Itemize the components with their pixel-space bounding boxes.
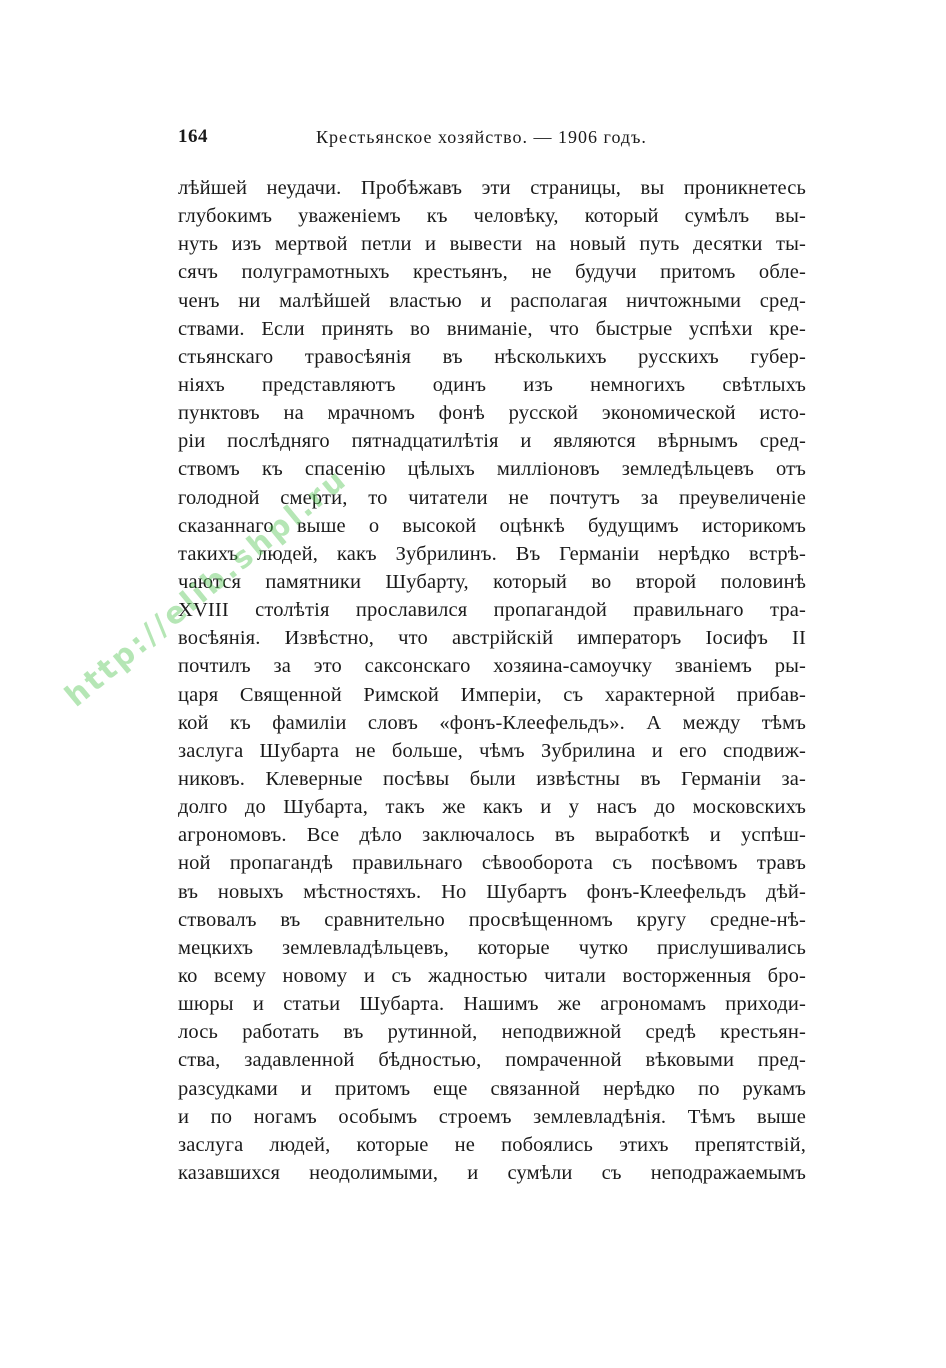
running-title: Крестьянское хозяйство. — 1906 годъ. <box>316 127 647 147</box>
text-line: агрономовъ. Все дѣло заключалось въ выработкѣ и успѣш- <box>178 824 806 847</box>
text-line: сячъ полуграмотныхъ крестьянъ, не будучи притомъ обле- <box>178 261 806 284</box>
text-line: стьянскаго травосѣянія въ нѣсколькихъ русскихъ губер- <box>178 345 806 368</box>
text-line: въ новыхъ мѣстностяхъ. Но Шубартъ фонъ-Клеефельдъ дѣй- <box>178 880 806 903</box>
text-line: долго до Шубарта, такъ же какъ и у насъ до московскихъ <box>178 796 806 819</box>
text-line: царя Священной Римской Имперіи, съ характерной прибав- <box>178 683 806 706</box>
text-line: ченъ ни малѣйшей властью и располагая ничтожными сред- <box>178 289 806 312</box>
text-line: ства, задавленной бѣдностью, помраченной вѣковыми пред- <box>178 1049 806 1072</box>
text-line: ствовалъ въ сравнительно просвѣщенномъ кругу средне-нѣ- <box>178 908 806 931</box>
text-line: глубокимъ уваженіемъ къ человѣку, который сумѣлъ вы- <box>178 205 806 228</box>
text-line: ніяхъ представляютъ одинъ изъ немногихъ свѣтлыхъ <box>178 373 806 396</box>
text-line: голодной смерти, то читатели не почтутъ за преувеличеніе <box>178 486 806 509</box>
text-line: чаются памятники Шубарту, который во второй половинѣ <box>178 570 806 593</box>
text-line: шюры и статьи Шубарта. Нашимъ же агрономамъ приходи- <box>178 993 806 1016</box>
page-header <box>178 126 806 152</box>
text-line: ко всему новому и съ жадностью читали восторженныя бро- <box>178 964 806 987</box>
text-line: заслуга людей, которые не побоялись этихъ препятствій, <box>178 1133 806 1156</box>
text-line: восѣянія. Извѣстно, что австрійскій императоръ Іосифъ II <box>178 627 806 650</box>
text-line: XVIII столѣтія прославился пропагандой правильнаго тра- <box>178 599 806 622</box>
text-line: кой къ фамиліи словъ «фонъ-Клеефельдъ». А между тѣмъ <box>178 711 806 734</box>
text-line: ріи послѣдняго пятнадцатилѣтія и являются вѣрнымъ сред- <box>178 430 806 453</box>
text-line: мецкихъ землевладѣльцевъ, которые чутко прислушивались <box>178 936 806 959</box>
text-line: лѣйшей неудачи. Пробѣжавъ эти страницы, вы проникнетесь <box>178 177 806 199</box>
text-line: заслуга Шубарта не больше, чѣмъ Зубрилина и его сподвиж- <box>178 739 806 762</box>
watermark-text: http://elib.shpl.ru <box>58 461 355 715</box>
text-line: ствами. Если принять во вниманіе, что быстрые успѣхи кре- <box>178 317 806 340</box>
text-line: пунктовъ на мрачномъ фонѣ русской экономической исто- <box>178 402 806 425</box>
text-line: и по ногамъ особымъ строемъ землевладѣнія. Тѣмъ выше <box>178 1105 806 1128</box>
text-line: разсудками и притомъ еще связанной нерѣдко по рукамъ <box>178 1077 806 1100</box>
text-line: нуть изъ мертвой петли и вывести на новый путь десятки ты- <box>178 233 806 256</box>
body-text <box>178 174 806 1187</box>
text-line: почтилъ за это саксонскаго хозяина-самоучку званіемъ ры- <box>178 655 806 678</box>
text-line: казавшихся неодолимыми, и сумѣли съ неподражаемымъ <box>178 1161 806 1184</box>
text-line: ной пропагандѣ правильнаго сѣвооборота съ посѣвомъ травъ <box>178 852 806 875</box>
text-line: такихъ людей, какъ Зубрилинъ. Въ Германіи нерѣдко встрѣ- <box>178 542 806 565</box>
text-line: ствомъ къ спасенію цѣлыхъ милліоновъ земледѣльцевъ отъ <box>178 458 806 481</box>
text-line: лось работать въ рутинной, неподвижной средѣ крестьян- <box>178 1021 806 1044</box>
page-number: 164 <box>178 126 208 147</box>
text-line: никовъ. Клеверные посѣвы были извѣстны въ Германіи за- <box>178 767 806 790</box>
text-line: сказаннаго выше о высокой оцѣнкѣ будущимъ историкомъ <box>178 514 806 537</box>
